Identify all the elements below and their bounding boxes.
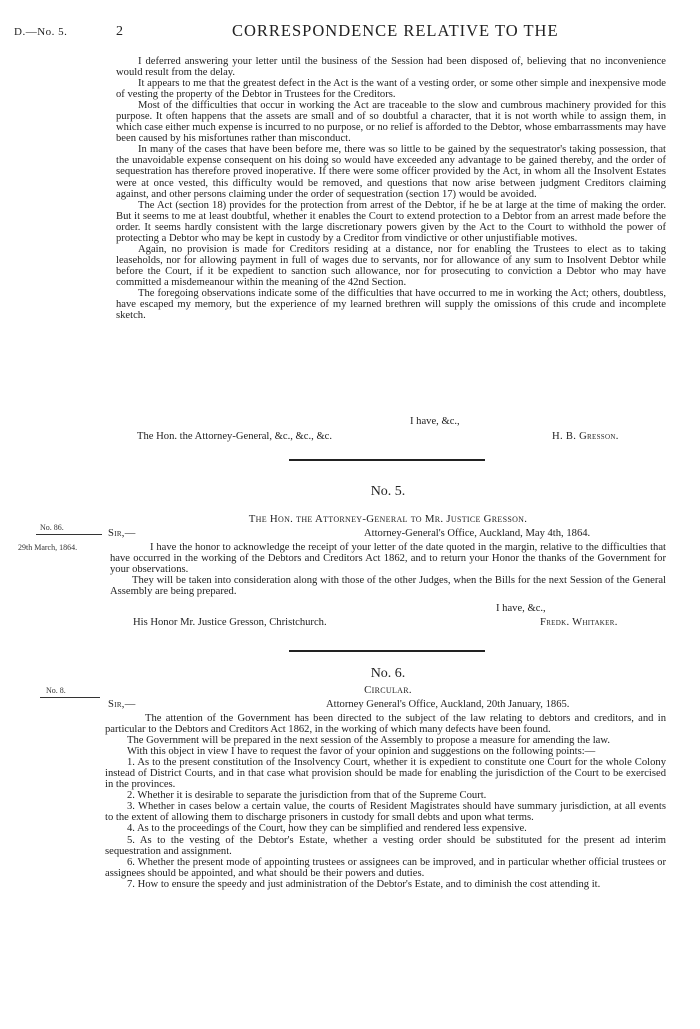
letter4-paragraph: It appears to me that the greatest defect in the Act is the want of a vesting order, or some other simple and inexpensive mode of vesting the property of the Debtor in Trustees for the Creditors. bbox=[116, 78, 666, 101]
no5-dateline: Attorney-General's Office, Auckland, May 4th, 1864. bbox=[364, 528, 591, 539]
no6-dateline: Attorney General's Office, Auckland, 20th January, 1865. bbox=[326, 699, 570, 710]
no6-point: 1. As to the present constitution of the Insolvency Court, whether it is expedient to constitute one Court for the whole Colony instead of District Courts, and in that case what provision should be made for enabling the jurisdiction of the Court to be exercised in the provinces. bbox=[105, 757, 666, 791]
letter4-paragraph: The Act (section 18) provides for the protection from arrest of the Debtor, if he be at large at the time of making the order. But it seems to me at least doubtful, whether it enables the Court to extend protection to a Debtor from an arrest made before the order. It seems hardly consistent with the large discretionary powers given by the Act to the Court to withhold the power of protecting a Debtor who may be kept in custody by a Creditor from vindictive or other unjustifiable motives. bbox=[116, 199, 666, 244]
no6-heading: No. 6. bbox=[370, 666, 406, 681]
section-divider bbox=[289, 650, 485, 652]
no5-body bbox=[110, 542, 666, 597]
no6-intro-paragraph: With this object in view I have to request the favor of your opinion and suggestions on the following points:— bbox=[127, 746, 596, 758]
no5-paragraph: I have the honor to acknowledge the receipt of your letter of the date quoted in the margin, relative to the difficulties that have occurred in the working of the Debtors and Creditors Act 1862, and to return your Honor the thanks of the Government for your observations. bbox=[110, 542, 666, 576]
no6-subheading: Circular. bbox=[364, 684, 412, 696]
no6-point: 6. Whether the present mode of appointing trustees or assignees can be improved, and in particular whether official trustees or assignees should be appointed, and what should be their powers and duties. bbox=[105, 856, 666, 879]
no6-point: 2. Whether it is desirable to separate the jurisdiction from that of the Supreme Court. bbox=[127, 790, 487, 802]
no6-point: 7. How to ensure the speedy and just administration of the Debtor's Estate, and to diminish the cost attending it. bbox=[127, 878, 601, 890]
no6-point: 3. Whether in cases below a certain value, the courts of Resident Magistrates should have summary jurisdiction, at all events to the extent of allowing them to discharge prisoners in custody for small debts and upon what terms. bbox=[105, 801, 666, 824]
section-divider bbox=[289, 459, 485, 461]
no5-paragraph: They will be taken into consideration along with those of the other Judges, when the Bills for the next Session of the General Assembly are being prepared. bbox=[110, 575, 666, 598]
letter4-paragraph: I deferred answering your letter until the business of the Session had been disposed of, believing that no inconvenience would result from the delay. bbox=[116, 56, 666, 79]
no6-salutation: Sir,— bbox=[108, 699, 136, 710]
document-id: D.—No. 5. bbox=[14, 26, 68, 38]
no6-point: 5. As to the vesting of the Debtor's Estate, whether a vesting order should be substituted for the present ad interim sequestration and assignment. bbox=[105, 834, 666, 857]
margin-rule bbox=[36, 534, 102, 535]
no5-closing: I have, &c., bbox=[496, 603, 546, 614]
page-title: CORRESPONDENCE RELATIVE TO THE bbox=[232, 21, 559, 40]
no5-heading: No. 5. bbox=[370, 484, 406, 499]
no5-subheading: The Hon. the Attorney-General to Mr. Justice Gresson. bbox=[248, 513, 528, 525]
letter4-closing: I have, &c., bbox=[410, 416, 460, 427]
no5-margin-date: 29th March, 1864. bbox=[18, 543, 78, 552]
letter4-addressee: The Hon. the Attorney-General, &c., &c., &c. bbox=[137, 431, 333, 442]
no5-salutation: Sir,— bbox=[108, 528, 136, 539]
letter4-paragraph: Again, no provision is made for Creditors residing at a distance, nor for enabling the Trustees to elect as to taking leaseholds, nor for allowing payment in full of wages due to servants, nor for allowance of any sum to Insolvent Debtor while before the Court, if it be expedient to sanction such allowance, nor for prosecuting to conviction a Debtor who may have committed a misdemeanour within the meaning of the 42nd Section. bbox=[116, 243, 666, 288]
no6-intro-paragraph: The Government will be prepared in the next session of the Assembly to propose a measure for amending the law. bbox=[127, 735, 610, 747]
letter4-paragraph: In many of the cases that have been before me, there was so little to be gained by the sequestrator's taking possession, that the unavoidable expense consequent on his doing so would have exceeded any advantage to be gained thereby, and the order of sequestration has therefore proved inoperative. If there were some officer provided by the Act, in whom all the Insolvent Estates were at once vested, this difficulty would be removed, and questions that now arise between judgment Creditors claiming against, and other persons claiming under the order of sequestration (section 17) would be avoided. bbox=[116, 144, 666, 200]
no6-body bbox=[105, 713, 666, 890]
page-number: 2 bbox=[116, 24, 123, 39]
no6-intro-paragraph: The attention of the Government has been directed to the subject of the law relating to debtors and creditors, and in particular to the Debtors and Creditors Act 1862, in the working of which many defects have been found. bbox=[105, 713, 666, 736]
letter4-paragraph: The foregoing observations indicate some of the difficulties that have occurred to me in working the Act; others, doubtless, have escaped my memory, but the experience of my learned brethren will supply the omissions of this crude and incomplete sketch. bbox=[116, 287, 666, 322]
no6-margin-ref: No. 8. bbox=[46, 686, 66, 695]
letter4-paragraph: Most of the difficulties that occur in working the Act are traceable to the slow and cumbrous machinery provided for this purpose. It often happens that the assets are small and of so doubtful a character, that it is not worth while to assign them, in which case either much expense is incurred to no purpose, or no relief is afforded to the Debtor, whose embarrassments may have been caused by his misfortunes rather than misconduct. bbox=[116, 100, 666, 145]
no5-signature: Fredk. Whitaker. bbox=[540, 617, 618, 628]
no5-margin-ref: No. 86. bbox=[40, 523, 64, 532]
no5-addressee: His Honor Mr. Justice Gresson, Christchurch. bbox=[133, 617, 327, 628]
no6-point: 4. As to the proceedings of the Court, how they can be simplified and rendered less expensive. bbox=[127, 823, 527, 835]
margin-rule bbox=[40, 697, 100, 698]
letter4-signature: H. B. Gresson. bbox=[552, 431, 619, 442]
letter4-body bbox=[116, 56, 666, 321]
